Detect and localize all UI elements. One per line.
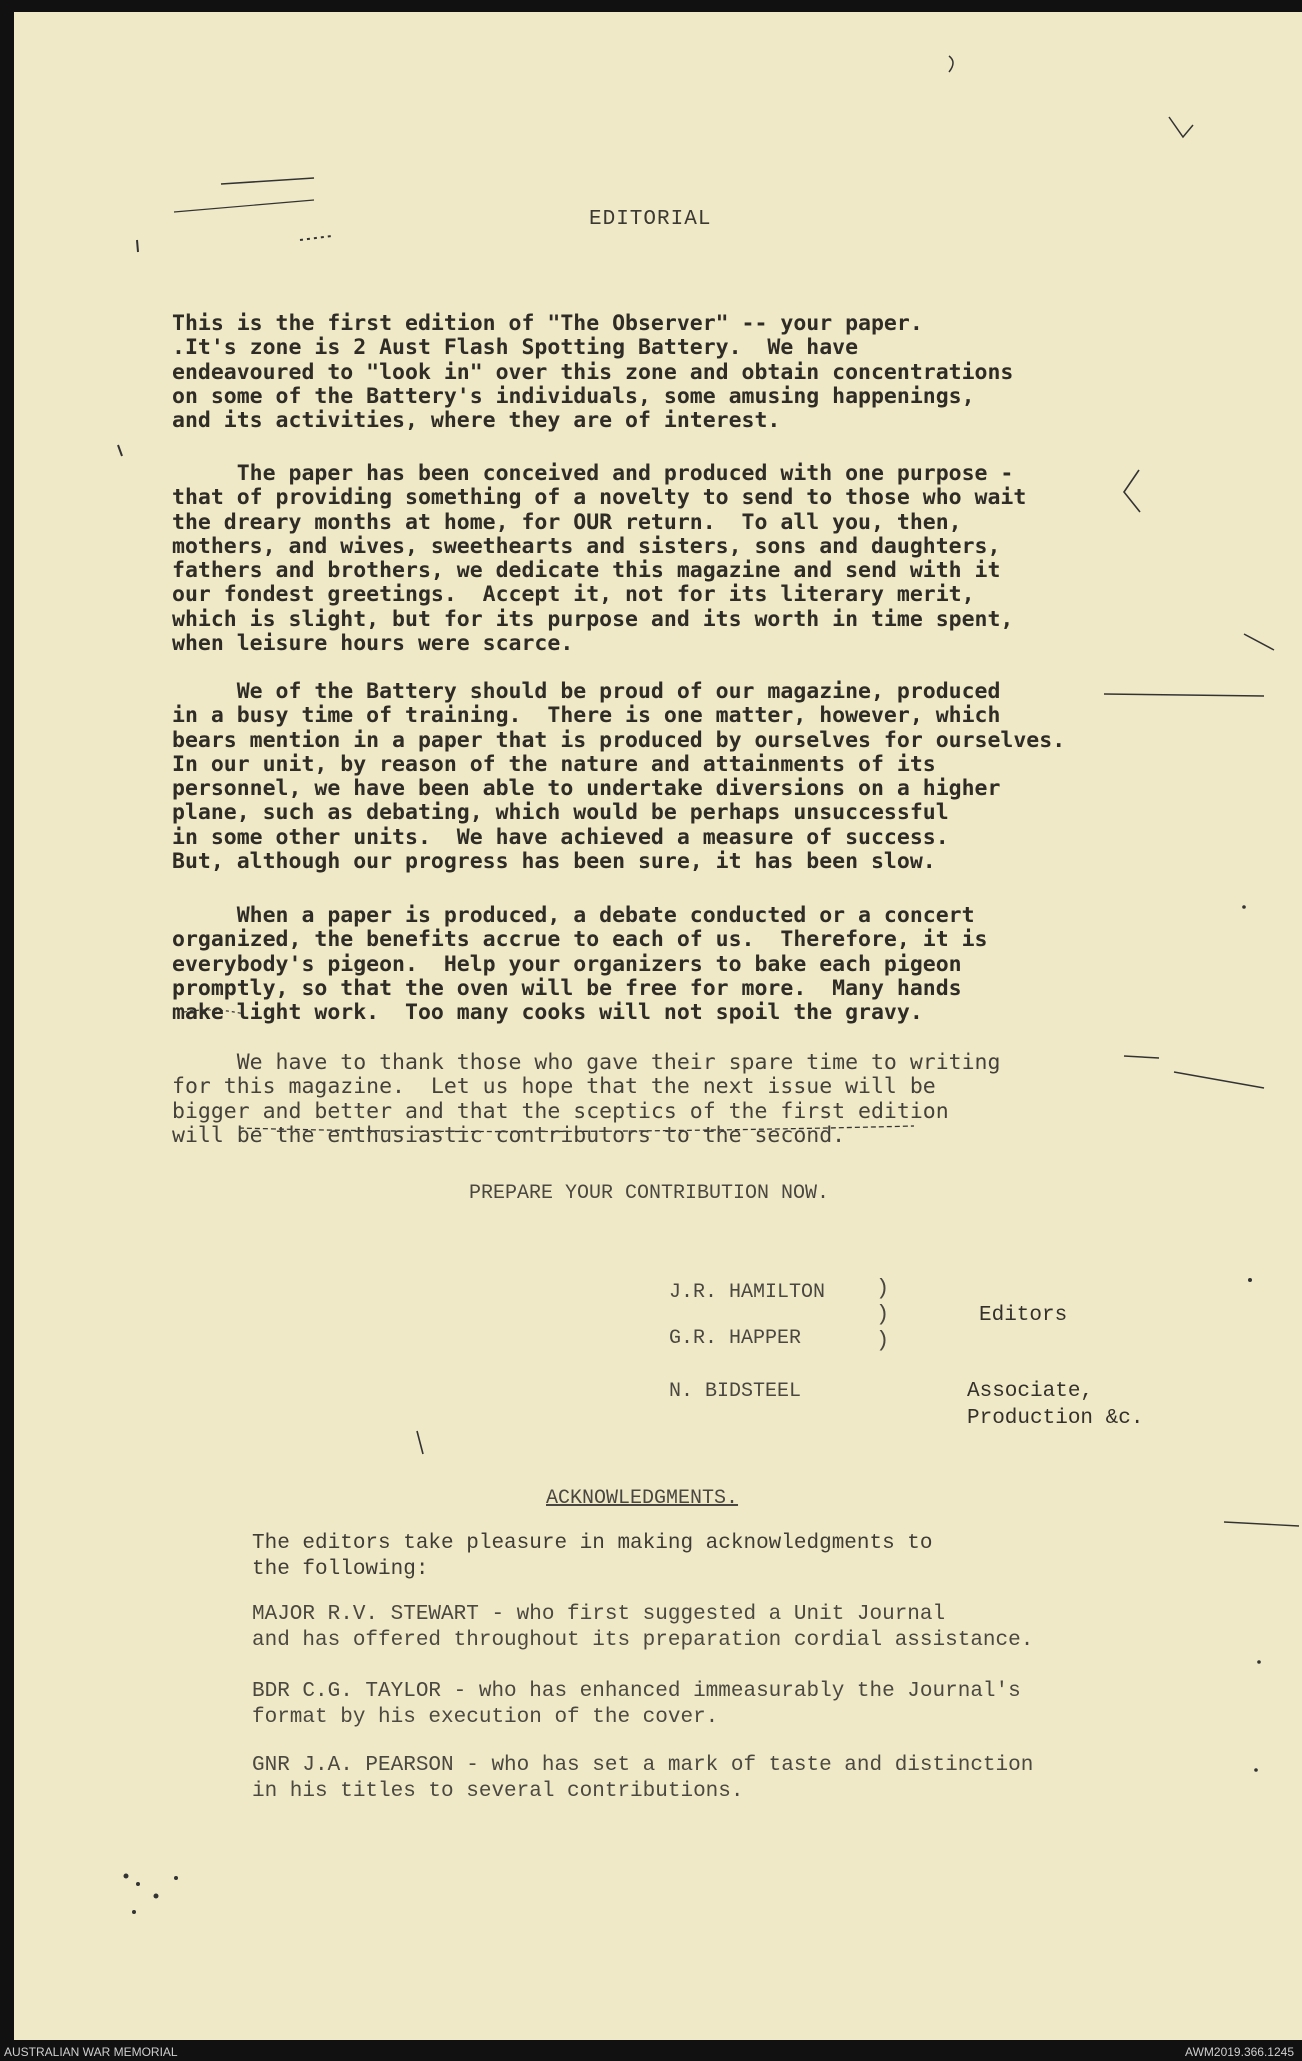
role-editors: Editors: [979, 1304, 1068, 1327]
paragraph-2: The paper has been conceived and produced with one purpose - that of providing something of a novelty to send to those who wait the dreary months at home, for OUR return. To all you, then, mothers, and wives, sweethearts and sisters, sons and daughters, fathers and brothers, we dedicate this magazine and send with it our fondest greetings. Accept it, not for its literary merit, which is slight, but for its purpose and its worth in time spent, when leisure hours were scarce.: [172, 461, 1027, 657]
paragraph-3: We of the Battery should be proud of our magazine, produced in a busy time of training. There is one matter, however, which bears mention in a paper that is produced by ourselves for ourselves. In our unit, by reason of the nature and attainments of its personnel, we have been able to undertake diversions on a higher plane, such as debating, which would be perhaps unsuccessful in some other units. We have achieved a measure of success. But, although our progress has been sure, it has been slow.: [172, 679, 1066, 875]
document-page: [14, 12, 1302, 2040]
footer-accession-number: AWM2019.366.1245: [1185, 2045, 1294, 2059]
acknowledgment-item: MAJOR R.V. STEWART - who first suggested a Unit Journal and has offered throughout its preparation cordial assistance.: [252, 1603, 1034, 1652]
paragraph-5: We have to thank those who gave their spare time to writing for this magazine. Let us hope that the next issue will be bigger and better and that the sceptics of the first edition will be the enthusiastic contributors to the second.: [172, 1050, 1001, 1148]
callout-line: PREPARE YOUR CONTRIBUTION NOW.: [469, 1182, 830, 1205]
bracket-2: ): [876, 1302, 890, 1327]
acknowledgment-item: BDR C.G. TAYLOR - who has enhanced immeasurably the Journal's format by his execution of the cover.: [252, 1680, 1021, 1729]
signatory-1: J.R. HAMILTON: [669, 1281, 826, 1304]
bracket-3: ): [876, 1328, 890, 1353]
bracket-1: ): [876, 1276, 890, 1301]
signatory-3: N. BIDSTEEL: [669, 1380, 802, 1403]
footer-institution: AUSTRALIAN WAR MEMORIAL: [4, 2045, 178, 2059]
signatory-2: G.R. HAPPER: [669, 1327, 802, 1350]
acknowledgments-heading: ACKNOWLEDGMENTS.: [546, 1487, 739, 1510]
acknowledgment-item: GNR J.A. PEARSON - who has set a mark of taste and distinction in his titles to several contributions.: [252, 1754, 1034, 1803]
acknowledgments-intro: The editors take pleasure in making acknowledgments to the following:: [252, 1532, 933, 1581]
page-title: EDITORIAL: [589, 208, 712, 231]
role-associate: Associate, Production &c.: [967, 1380, 1144, 1430]
paragraph-4: When a paper is produced, a debate conducted or a concert organized, the benefits accrue to each of us. Therefore, it is everybody's pigeon. Help your organizers to bake each pigeon promptly, so that the oven will be free for more. Many hands make light work. Too many cooks will not spoil the gravy.: [172, 903, 988, 1026]
archive-footer: [0, 2043, 1302, 2061]
paragraph-1: This is the first edition of "The Observer" -- your paper. .It's zone is 2 Aust Flash Spotting Battery. We have endeavoured to "look in" over this zone and obtain concentrations on some of the Battery's individuals, some amusing happenings, and its activities, where they are of interest.: [172, 311, 1014, 434]
